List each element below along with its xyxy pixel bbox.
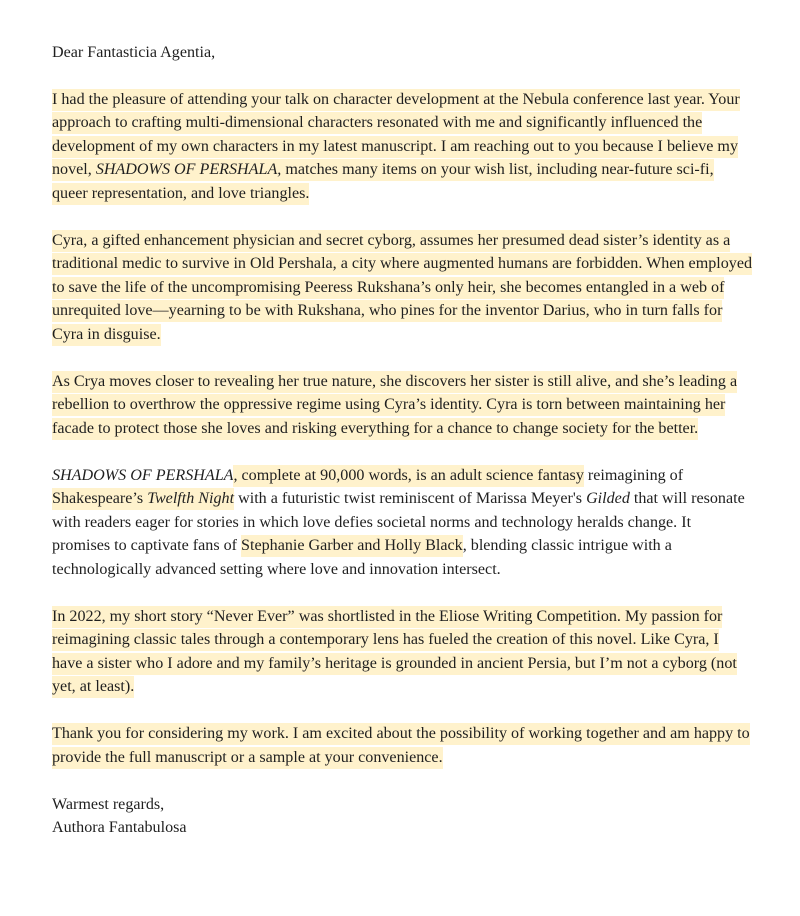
query-letter	[52, 41, 752, 840]
book-title: SHADOWS OF PERSHALA,	[95, 161, 282, 178]
salutation: Dear Fantasticia Agentia,	[52, 44, 216, 61]
highlighted-text: , complete at 90,000 words, is an adult science fantasy	[233, 465, 583, 487]
highlighted-text: Cyra, a gifted enhancement physician and secret cyborg, assumes her presumed dead sister’s identity as a traditional medic to survive in Old Pershala, a city where augmented humans are forbidden. When employed to save the life of the uncompromising Peeress Rukshana’s only heir, she becomes entangled in a web of unrequited love—yearning to be with Rukshana, who pines for the inventor Darius, who in turn falls for Cyra in disguise.	[52, 230, 752, 346]
signature-name: Authora Fantabulosa	[52, 819, 187, 836]
highlighted-text	[52, 89, 740, 205]
plain-text: with a futuristic twist reminiscent of Marissa Meyer's	[234, 490, 587, 507]
paragraph-book-details	[52, 464, 752, 582]
paragraph-closing	[52, 722, 752, 769]
plain-text: reimagining of	[583, 466, 684, 484]
paragraph-synopsis	[52, 229, 752, 347]
highlighted-text: Stephanie Garber and Holly Black	[241, 535, 463, 557]
paragraph-bio	[52, 605, 752, 699]
intro-text: I had the pleasure of attending your talk on character development at the Nebula conference last year. Your approach to crafting multi-dimensional characters resonated with me and significantly influenced the development of my own characters in my latest manuscript. I am reaching out to you because I believe my novel,	[52, 90, 740, 178]
book-title: SHADOWS OF PERSHALA	[52, 466, 234, 484]
highlighted-text: As Crya moves closer to revealing her true nature, she discovers her sister is still alive, and she’s leading a rebellion to overthrow the oppressive regime using Cyra’s identity. Cyra is torn between maintaining her facade to protect those she loves and risking everything for a chance to change society for the better.	[52, 371, 737, 440]
paragraph-introduction	[52, 88, 752, 206]
highlighted-text: In 2022, my short story “Never Ever” was shortlisted in the Eliose Writing Competition. My passion for reimagining classic tales through a contemporary lens has fueled the creation of this novel. Like Cyra, I have a sister who I adore and my family’s heritage is grounded in ancient Persia, but I’m not a cyborg (not yet, at least).	[52, 606, 737, 699]
comp-title-twelfth-night: Twelfth Night	[147, 488, 234, 510]
plain-text: , blending classic intrigue with a technologically advanced setting where love and innovation intersect.	[52, 537, 672, 578]
paragraph-stakes	[52, 370, 752, 441]
intro-text-end: matches many items on your wish list, including near-future sci-fi, queer representation, and love triangles.	[52, 161, 714, 202]
comp-title-gilded: Gilded	[586, 490, 630, 507]
plain-text: that will resonate with readers eager for stories in which love defies societal norms and technology heralds change. It promises to captivate fans of	[52, 490, 745, 554]
highlighted-text: Shakespeare’s	[52, 488, 147, 510]
closing: Warmest regards,	[52, 795, 165, 813]
signature-block	[52, 793, 752, 840]
highlighted-text: Thank you for considering my work. I am excited about the possibility of working together and am happy to provide the full manuscript or a sample at your convenience.	[52, 723, 750, 769]
